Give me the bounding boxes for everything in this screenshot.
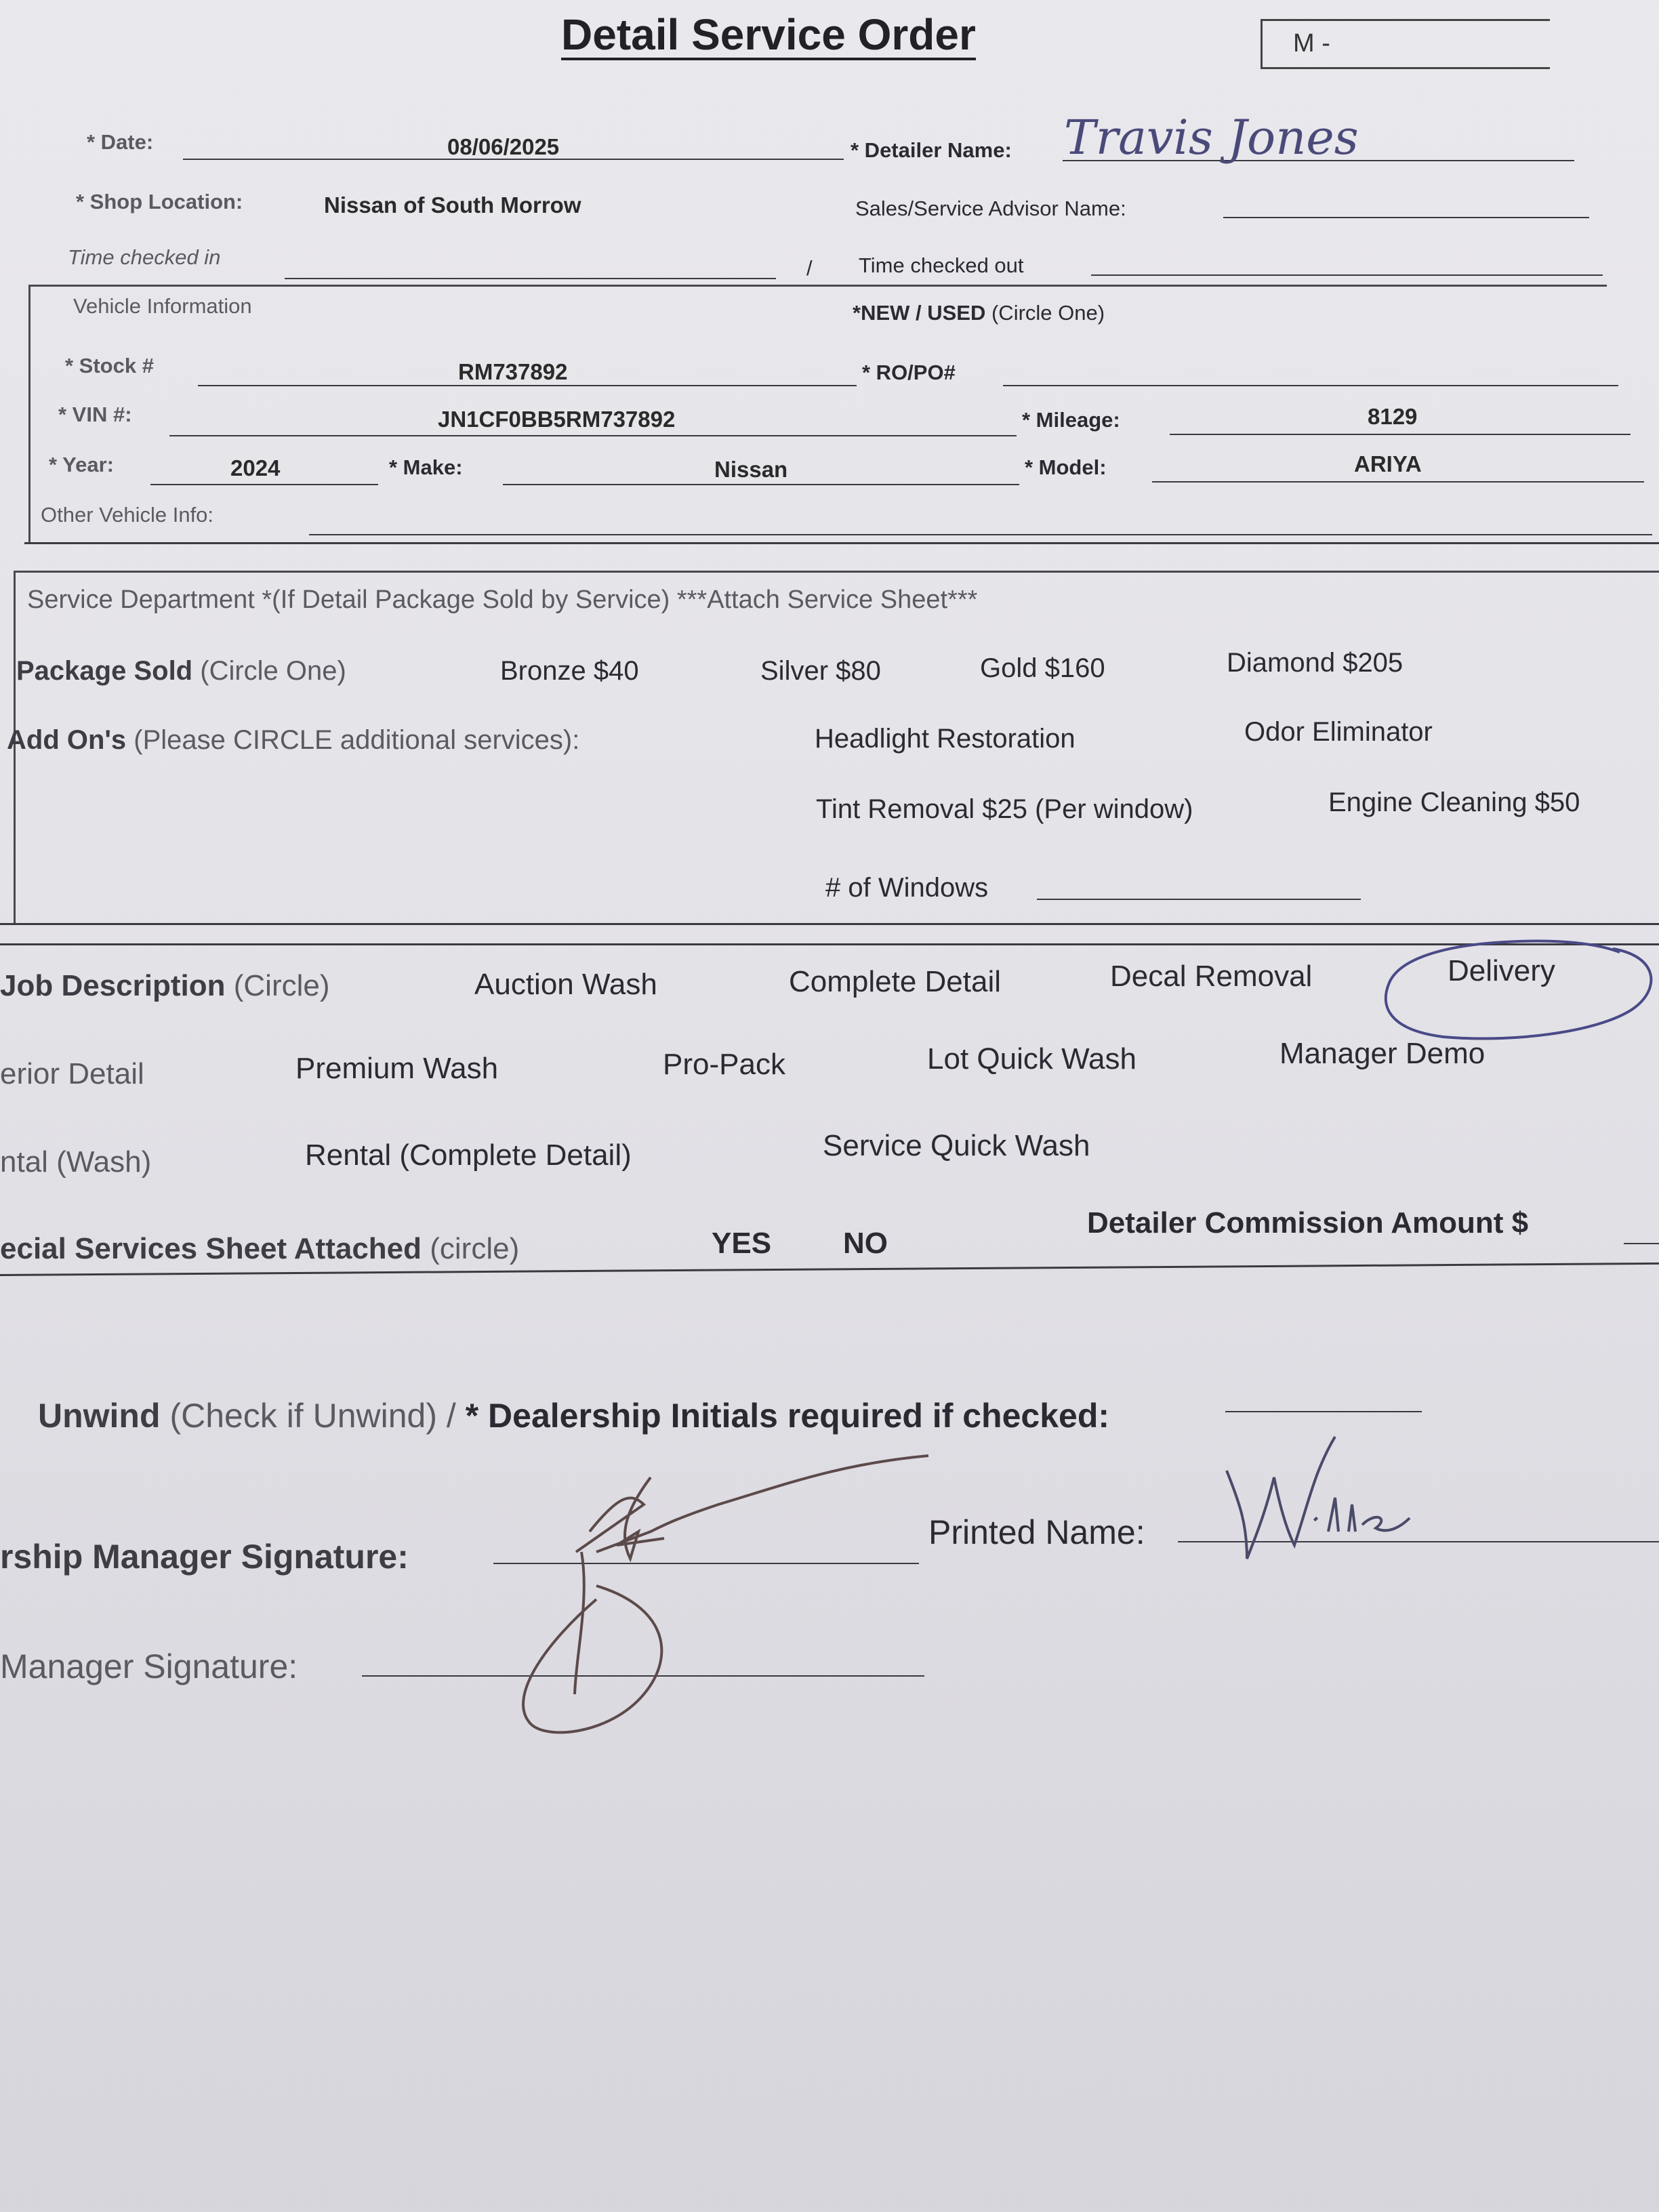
special-no[interactable]: NO bbox=[843, 1227, 888, 1260]
time-slash: / bbox=[806, 256, 813, 280]
printed-name-label: Printed Name: bbox=[928, 1513, 1145, 1551]
vin-line bbox=[169, 435, 1017, 436]
shop-location-value: Nissan of South Morrow bbox=[324, 192, 581, 218]
job-complete-detail[interactable]: Complete Detail bbox=[789, 965, 1002, 998]
year-label: * Year: bbox=[49, 453, 114, 476]
model-line bbox=[1152, 481, 1644, 483]
addons-label: Add On's bbox=[7, 725, 127, 755]
advisor-line[interactable] bbox=[1223, 217, 1589, 218]
page-title: Detail Service Order bbox=[561, 12, 976, 60]
vin-value[interactable]: JN1CF0BB5RM737892 bbox=[438, 407, 676, 432]
job-rental-complete-detail[interactable]: Rental (Complete Detail) bbox=[305, 1139, 632, 1172]
time-in-label: Time checked in bbox=[68, 245, 221, 269]
job-hint: (Circle) bbox=[233, 969, 330, 1002]
package-silver[interactable]: Silver $80 bbox=[760, 656, 881, 686]
other-vehicle-line[interactable] bbox=[309, 534, 1652, 535]
date-value[interactable]: 08/06/2025 bbox=[447, 134, 560, 159]
unwind-initials-line[interactable] bbox=[1225, 1411, 1422, 1412]
package-diamond[interactable]: Diamond $205 bbox=[1227, 648, 1404, 678]
job-delivery[interactable]: Delivery bbox=[1448, 954, 1555, 987]
addon-odor[interactable]: Odor Eliminator bbox=[1244, 717, 1433, 747]
job-manager-demo[interactable]: Manager Demo bbox=[1279, 1037, 1486, 1070]
shop-location-label: * Shop Location: bbox=[76, 190, 243, 213]
manager-signature-ink bbox=[461, 1450, 949, 1748]
stock-label: * Stock # bbox=[65, 354, 154, 377]
new-used-hint: (Circle One) bbox=[991, 301, 1105, 325]
package-hint: (Circle One) bbox=[200, 656, 346, 686]
commission-line[interactable] bbox=[1624, 1243, 1659, 1244]
model-value[interactable]: ARIYA bbox=[1354, 451, 1422, 476]
advisor-label: Sales/Service Advisor Name: bbox=[855, 197, 1126, 220]
package-label: Package Sold bbox=[16, 656, 193, 686]
job-rental-wash[interactable]: ntal (Wash) bbox=[0, 1145, 152, 1179]
mileage-value[interactable]: 8129 bbox=[1368, 404, 1418, 429]
windows-line[interactable] bbox=[1037, 899, 1361, 900]
make-value[interactable]: Nissan bbox=[714, 457, 788, 482]
job-auction-wash[interactable]: Auction Wash bbox=[474, 968, 657, 1001]
time-out-label: Time checked out bbox=[859, 253, 1024, 277]
unwind-initials-label: * Dealership Initials required if checked: bbox=[465, 1397, 1110, 1435]
package-gold[interactable]: Gold $160 bbox=[980, 653, 1105, 683]
year-line bbox=[150, 484, 378, 485]
service-box-bottom bbox=[0, 923, 1659, 925]
addon-engine[interactable]: Engine Cleaning $50 bbox=[1328, 787, 1580, 817]
job-exterior-detail[interactable]: erior Detail bbox=[0, 1057, 144, 1090]
new-used-label[interactable]: *NEW / USED bbox=[853, 301, 986, 325]
stock-value[interactable]: RM737892 bbox=[458, 359, 568, 384]
order-number-prefix: M - bbox=[1293, 29, 1330, 58]
windows-label: # of Windows bbox=[825, 873, 989, 903]
year-value[interactable]: 2024 bbox=[230, 455, 281, 480]
vin-label: * VIN #: bbox=[58, 403, 132, 426]
ropo-label: * RO/PO# bbox=[862, 361, 956, 384]
addon-tint[interactable]: Tint Removal $25 (Per window) bbox=[816, 794, 1193, 824]
special-services-label: ecial Services Sheet Attached bbox=[0, 1232, 422, 1265]
mileage-line bbox=[1170, 434, 1631, 435]
time-out-line[interactable] bbox=[1091, 274, 1603, 276]
make-line bbox=[503, 484, 1019, 485]
order-number-box[interactable] bbox=[1261, 19, 1550, 69]
job-label: Job Description bbox=[0, 969, 226, 1002]
special-yes[interactable]: YES bbox=[712, 1227, 772, 1260]
time-in-line[interactable] bbox=[285, 278, 776, 279]
job-pro-pack[interactable]: Pro-Pack bbox=[663, 1048, 785, 1081]
model-label: * Model: bbox=[1025, 455, 1107, 479]
service-heading: Service Department *(If Detail Package Sold by Service) ***Attach Service Sheet*** bbox=[27, 586, 978, 614]
job-lot-quick-wash[interactable]: Lot Quick Wash bbox=[927, 1042, 1136, 1076]
date-label: * Date: bbox=[87, 130, 154, 154]
commission-label: Detailer Commission Amount $ bbox=[1087, 1206, 1529, 1240]
package-bronze[interactable]: Bronze $40 bbox=[500, 656, 639, 686]
make-label: * Make: bbox=[389, 455, 463, 479]
other-vehicle-label: Other Vehicle Info: bbox=[41, 503, 214, 527]
job-decal-removal[interactable]: Decal Removal bbox=[1110, 960, 1313, 993]
addons-hint: (Please CIRCLE additional services): bbox=[134, 725, 580, 755]
stock-line bbox=[198, 385, 857, 386]
vehicle-box-bottom bbox=[24, 542, 1659, 544]
detailer-name-label: * Detailer Name: bbox=[851, 138, 1012, 162]
ropo-line[interactable] bbox=[1003, 385, 1618, 386]
dealership-manager-signature-label: rship Manager Signature: bbox=[0, 1538, 409, 1576]
vehicle-section-label: Vehicle Information bbox=[73, 294, 252, 318]
delivery-circle-mark bbox=[1369, 928, 1659, 1050]
job-service-quick-wash[interactable]: Service Quick Wash bbox=[823, 1129, 1090, 1162]
detailer-name-value[interactable]: Travis Jones bbox=[1064, 110, 1359, 165]
job-premium-wash[interactable]: Premium Wash bbox=[295, 1052, 499, 1085]
manager-signature-label: Manager Signature: bbox=[0, 1647, 298, 1685]
printed-name-ink bbox=[1206, 1430, 1423, 1579]
mileage-label: * Mileage: bbox=[1022, 408, 1120, 432]
special-services-hint: (circle) bbox=[430, 1232, 520, 1265]
addon-headlight[interactable]: Headlight Restoration bbox=[815, 724, 1076, 754]
unwind-hint: (Check if Unwind) / bbox=[169, 1397, 456, 1435]
unwind-label[interactable]: Unwind bbox=[38, 1397, 161, 1435]
